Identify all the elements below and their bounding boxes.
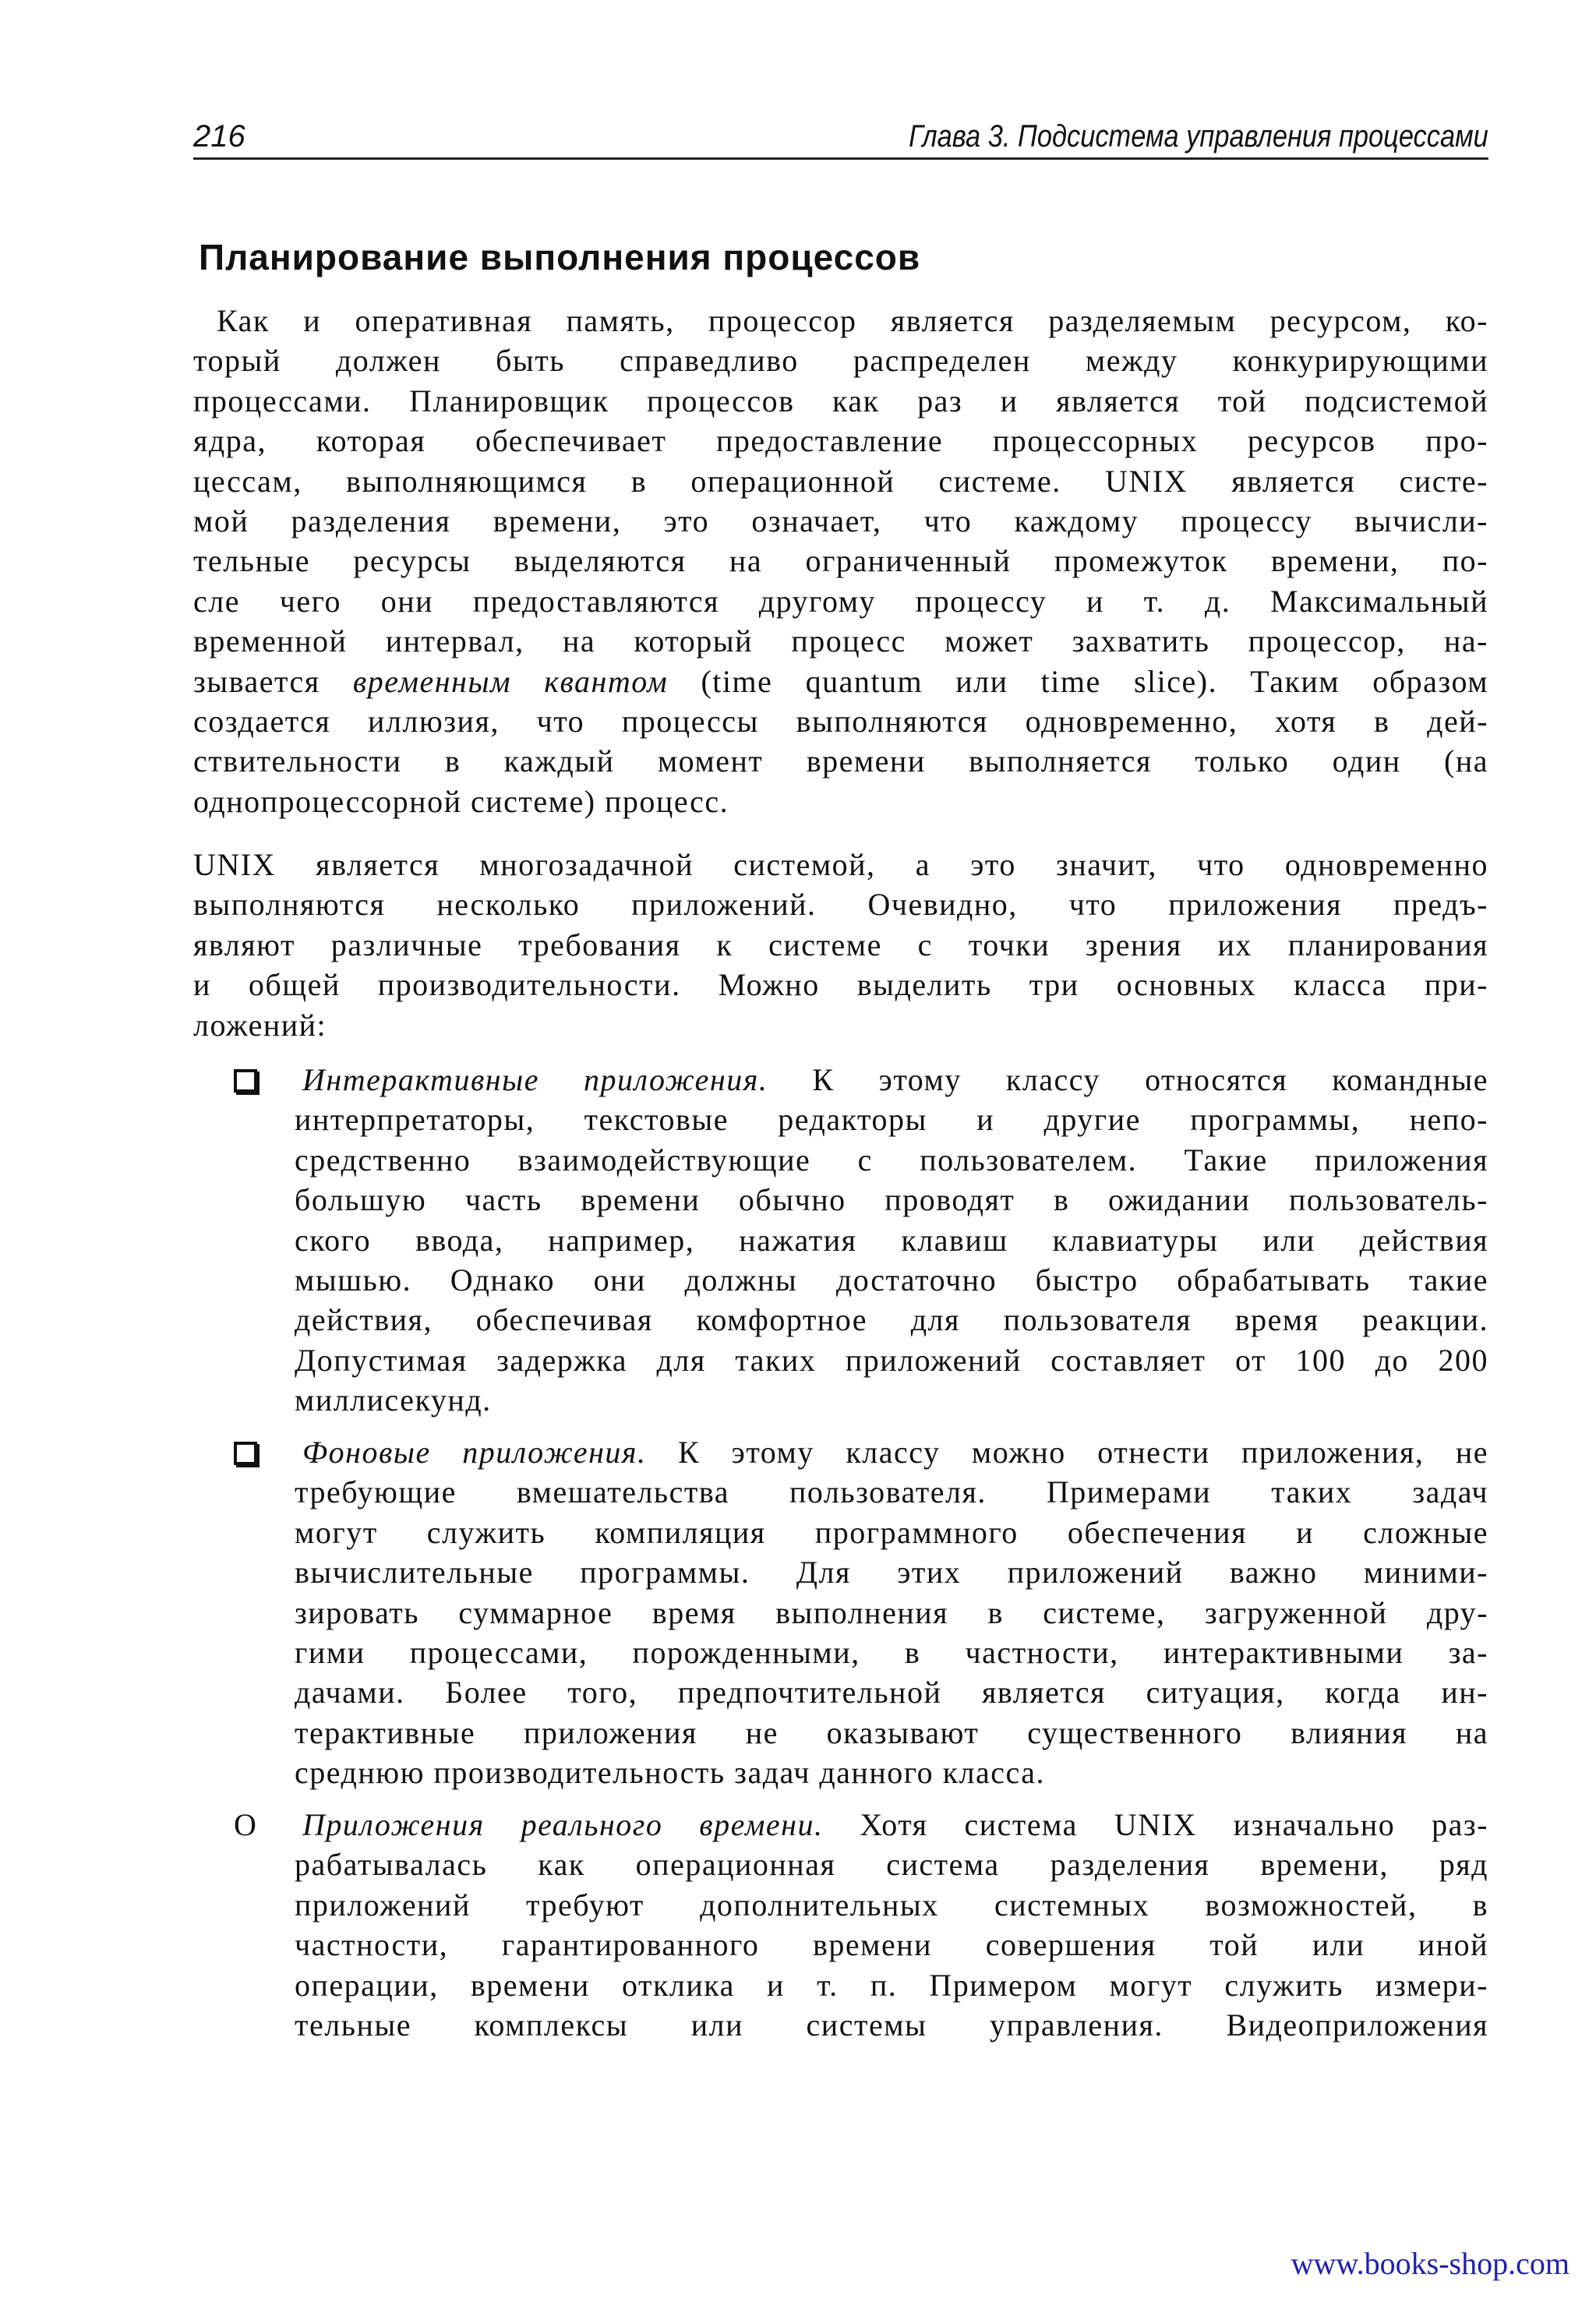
text-line: могут служить компиляция программного обеспечения и сложные xyxy=(295,1514,1488,1550)
text-line: ствительности в каждый момент времени выполняется только один (на xyxy=(193,743,1488,779)
text-line: ского ввода, например, нажатия клавиш клавиатуры или действия xyxy=(295,1222,1488,1258)
text-line: дачами. Более того, предпочтительной является ситуация, когда ин- xyxy=(295,1675,1488,1711)
chapter-title: Глава 3. Подсистема управления процессами xyxy=(909,119,1488,154)
text-fragment: зывается xyxy=(193,663,353,699)
text-line: ядра, которая обеспечивает предоставление процессорных ресурсов про- xyxy=(193,423,1488,459)
text-line: временной интервал, на который процесс может захватить процессор, на- xyxy=(193,623,1488,659)
watermark-link[interactable]: www.books-shop.com xyxy=(1291,2246,1570,2281)
text-line: большую часть времени обычно проводят в ожидании пользователь- xyxy=(295,1182,1488,1218)
text-line: среднюю производительность задач данного класса. xyxy=(295,1755,1046,1791)
checkbox-bullet-icon xyxy=(234,1442,257,1465)
text-line: операции, времени отклика и т. п. Примером могут служить измери- xyxy=(295,1967,1488,2003)
text-line: тельные ресурсы выделяются на ограниченный промежуток времени, по- xyxy=(193,543,1488,579)
list-item-body xyxy=(295,1805,1488,2045)
paragraph-scheduling-intro xyxy=(193,301,1488,821)
section-heading: Планирование выполнения процессов xyxy=(199,237,921,277)
text-line: действия, обеспечивая комфортное для пользователя время реакции. xyxy=(295,1302,1488,1338)
text-fragment: К этому классу можно отнести приложения, не xyxy=(646,1435,1488,1470)
list-item-body xyxy=(295,1060,1488,1421)
text-line: миллисекунд. xyxy=(295,1382,492,1418)
letter-o-bullet: О xyxy=(234,1807,256,1842)
text-line: тельные комплексы или системы управления. Видеоприложения xyxy=(295,2007,1488,2042)
paragraph-multitasking xyxy=(193,845,1488,1045)
text-line: Как и оперативная память, процессор является разделяемым ресурсом, ко- xyxy=(217,303,1488,338)
text-line-with-term xyxy=(295,1432,1488,1472)
running-header xyxy=(193,117,1488,160)
italic-term: временным квантом xyxy=(352,663,669,699)
text-line: рабатывалась как операционная система разделения времени, ряд xyxy=(295,1847,1488,1883)
text-line: UNIX является многозадачной системой, а это значит, что одновременно xyxy=(193,847,1488,882)
text-line: интерпретаторы, текстовые редакторы и другие программы, непо- xyxy=(295,1102,1488,1138)
text-line: процессами. Планировщик процессов как раз и является той подсистемой xyxy=(193,383,1488,418)
text-line: зировать суммарное время выполнения в системе, загруженной дру- xyxy=(295,1594,1488,1630)
text-line: создается иллюзия, что процессы выполняются одновременно, хотя в дей- xyxy=(193,703,1488,739)
text-line: являют различные требования к системе с точки зрения их планирования xyxy=(193,927,1488,962)
text-line: однопроцессорной системе) процесс. xyxy=(193,783,729,819)
text-line: гими процессами, порожденными, в частности, интерактивными за- xyxy=(295,1634,1488,1670)
text-fragment: К этому классу относятся командные xyxy=(768,1062,1488,1097)
text-line: мышью. Однако они должны достаточно быстро обрабатывать такие xyxy=(295,1262,1488,1298)
text-line: требующие вмешательства пользователя. Примерами таких задач xyxy=(295,1474,1488,1510)
text-line: мой разделения времени, это означает, что каждому процессу вычисли- xyxy=(193,503,1488,538)
text-fragment: Хотя система UNIX изначально раз- xyxy=(823,1807,1488,1842)
text-line: частности, гарантированного времени совершения той или иной xyxy=(295,1927,1488,1963)
text-line: терактивные приложения не оказывают существенного влияния на xyxy=(295,1714,1488,1750)
italic-term: Интерактивные приложения. xyxy=(302,1062,768,1097)
text-fragment: (time quantum или time slice). Таким образом xyxy=(668,663,1489,699)
text-line-with-term xyxy=(295,1805,1488,1845)
list-item-body xyxy=(295,1432,1488,1793)
italic-term: Фоновые приложения. xyxy=(302,1435,647,1470)
checkbox-bullet-icon xyxy=(234,1069,257,1093)
text-line: выполняются несколько приложений. Очевидно, что приложения предъ- xyxy=(193,887,1488,923)
text-line: торый должен быть справедливо распределен между конкурирующими xyxy=(193,343,1488,379)
text-line: и общей производительности. Можно выделить три основных класса при- xyxy=(193,967,1488,1003)
italic-term: Приложения реального времени. xyxy=(302,1807,824,1842)
text-line: сле чего они предоставляются другому процессу и т. д. Максимальный xyxy=(193,583,1488,619)
text-line: средственно взаимодействующие с пользователем. Такие приложения xyxy=(295,1142,1488,1177)
text-line: цессам, выполняющимся в операционной системе. UNIX является систе- xyxy=(193,463,1488,499)
text-line: Допустимая задержка для таких приложений составляет от 100 до 200 xyxy=(295,1342,1488,1378)
text-line-with-term xyxy=(295,1060,1488,1100)
text-line: ложений: xyxy=(193,1007,327,1043)
text-line: вычислительные программы. Для этих приложений важно миними- xyxy=(295,1555,1488,1591)
text-line: приложений требуют дополнительных системных возможностей, в xyxy=(295,1887,1488,1922)
page-number: 216 xyxy=(193,119,245,154)
text-line-with-term xyxy=(193,662,1488,701)
